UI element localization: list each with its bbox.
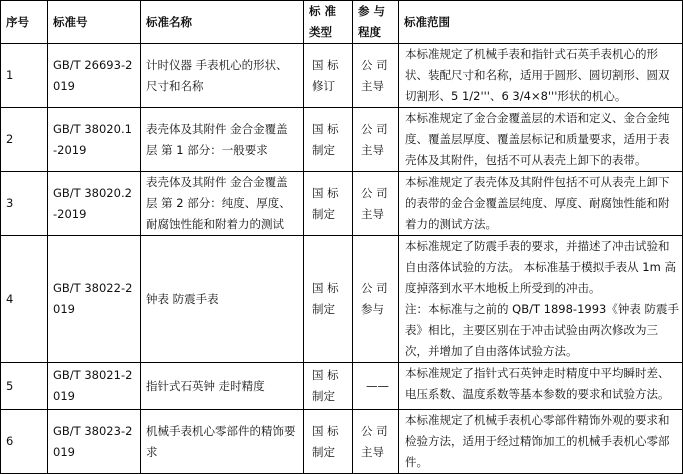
table-header-row: [1, 1, 683, 44]
cell-code: GB/T 26693-2019: [48, 44, 141, 108]
cell-name: 计时仪器 手表机心的形状、尺寸和名称: [141, 44, 304, 108]
cell-role: 公 司 主导: [353, 44, 399, 108]
cell-type: 国 标 制定: [304, 172, 353, 236]
cell-name: 指针式石英钟 走时精度: [141, 363, 304, 410]
table-row: [1, 108, 683, 172]
table-row: [1, 44, 683, 108]
cell-no: 2: [1, 108, 48, 172]
table-row: [1, 236, 683, 363]
cell-name: 表壳体及其附件 金合金覆盖层 第 1 部分：一般要求: [141, 108, 304, 172]
cell-name: 钟表 防震手表: [141, 236, 304, 363]
cell-type: 国 标 制定: [304, 363, 353, 410]
cell-no: 1: [1, 44, 48, 108]
cell-code: GB/T 38023-2019: [48, 410, 141, 474]
cell-role: 公 司 参与: [353, 236, 399, 363]
table-row: [1, 410, 683, 474]
cell-code: GB/T 38021-2019: [48, 363, 141, 410]
cell-role: ——: [353, 363, 399, 410]
cell-role: 公 司 主导: [353, 410, 399, 474]
header-type: 标 准 类型: [304, 1, 353, 44]
cell-type: 国 标 制定: [304, 236, 353, 363]
cell-scope: 本标准规定了指针式石英钟走时精度中平均瞬时差、电压系数、温度系数等基本参数的要求和试验方法。: [399, 363, 683, 410]
cell-role: 公 司 主导: [353, 172, 399, 236]
scope-text: 本标准规定了防震手表的要求，并描述了冲击试验和自由落体试验的方法。 本标准基于模拟手表从 1m 高度掉落到水平木地板上所受到的冲击。: [405, 239, 676, 295]
cell-type: 国 标 制定: [304, 410, 353, 474]
cell-code: GB/T 38020.1-2019: [48, 108, 141, 172]
cell-code: GB/T 38022-2019: [48, 236, 141, 363]
cell-scope: 本标准规定了金合金覆盖层的术语和定义、金合金纯度、覆盖层厚度、覆盖层标记和质量要求，适用于表壳体及其附件，包括不可从表壳上卸下的表带。: [399, 108, 683, 172]
cell-type: 国 标 修订: [304, 44, 353, 108]
cell-scope: 本标准规定了机械手表机心零部件精饰外观的要求和检验方法，适用于经过精饰加工的机械手表机心零部件。: [399, 410, 683, 474]
header-role: 参 与 程度: [353, 1, 399, 44]
cell-code: GB/T 38020.2-2019: [48, 172, 141, 236]
cell-name: 机械手表机心零部件的精饰要求: [141, 410, 304, 474]
cell-scope: 本标准规定了表壳体及其附件包括不可从表壳上卸下的表带的金合金覆盖层纯度、厚度、耐腐蚀性能和附着力的测试方法。: [399, 172, 683, 236]
scope-note: 注：本标准与之前的 QB/T 1898-1993《钟表 防震手表》相比，主要区别在于冲击试验由两次修改为三次，并增加了自由落体试验方法。: [405, 302, 679, 358]
cell-no: 6: [1, 410, 48, 474]
cell-role: 公 司 主导: [353, 108, 399, 172]
header-no: 序号: [1, 1, 48, 44]
cell-type: 国 标 制定: [304, 108, 353, 172]
cell-scope: 本标准规定了机械手表和指针式石英手表机心的形状、装配尺寸和名称，适用于圆形、圆切割形、圆双切割形、5 1/2'''、6 3/4×8'''形状的机心。: [399, 44, 683, 108]
header-scope: 标准范围: [399, 1, 683, 44]
table-row: [1, 172, 683, 236]
cell-scope: [399, 236, 683, 363]
table-row: [1, 363, 683, 410]
header-code: 标准号: [48, 1, 141, 44]
cell-no: 5: [1, 363, 48, 410]
cell-no: 3: [1, 172, 48, 236]
header-name: 标准名称: [141, 1, 304, 44]
cell-no: 4: [1, 236, 48, 363]
cell-name: 表壳体及其附件 金合金覆盖层 第 2 部分：纯度、厚度、耐腐蚀性能和附着力的测试: [141, 172, 304, 236]
